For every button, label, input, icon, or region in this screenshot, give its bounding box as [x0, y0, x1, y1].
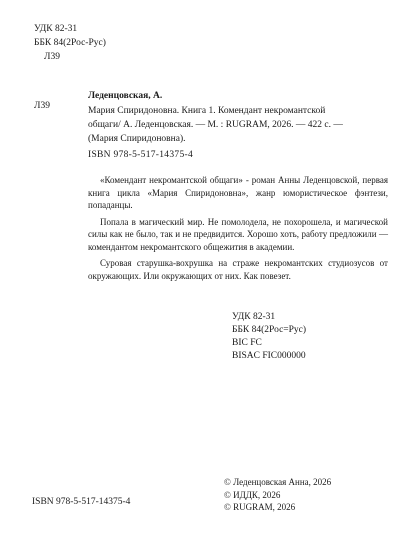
copyright-block [224, 476, 331, 514]
annotation-paragraph: Попала в магический мир. Не помолодела, не похорошела, и магической силы как не было, так и не предвидится. Хорошо хоть, работу предложили — комендантом некромантского общежития в академии. [88, 216, 388, 252]
copyright-imprint: © RUGRAM, 2026 [224, 502, 296, 512]
isbn-bottom: ISBN 978-5-517-14375-4 [32, 497, 131, 507]
author-mark: Л39 [44, 52, 60, 62]
catalog-author-mark: Л39 [34, 101, 50, 111]
description-line: Мария Спиридоновна. Книга 1. Комендант некромантской [88, 106, 326, 116]
description-line: (Мария Спиридоновна). [88, 134, 186, 144]
udk-code: УДК 82-31 [34, 24, 78, 34]
bottom-classification-codes [232, 311, 306, 363]
copyright-publisher: © ИДДК, 2026 [224, 489, 281, 500]
author-heading: Леденцовская, А. [88, 91, 163, 101]
isbn-catalog: ISBN 978-5-517-14375-4 [88, 150, 194, 160]
bbk-code: ББК 84(2Рос-Рус) [34, 38, 106, 48]
copyright-author: © Леденцовская Анна, 2026 [224, 477, 332, 487]
description-line: общаги/ А. Леденцовская. — М. : RUGRAM, 2026. — 422 с. — [88, 120, 343, 130]
bic-code: BIC FC [232, 338, 262, 348]
annotation-paragraph: «Комендант некромантской общаги» - роман Анны Леденцовской, первая книга цикла «Мария Спиридоновна», жанр юмористическое фэнтези, попаданцы. [88, 175, 388, 210]
annotation-paragraph: Суровая старушка-вохрушка на страже некромантских студиозусов от окружающих. Или окружающих от них. Как повезет. [88, 258, 388, 281]
udk-code-bottom: УДК 82-31 [232, 312, 276, 322]
bisac-code: BISAC FIC000000 [232, 351, 306, 361]
bibliographic-description [88, 104, 388, 146]
bbk-code-bottom: ББК 84(2Рос=Рус) [232, 325, 307, 335]
annotation [88, 174, 388, 286]
top-classification-codes [34, 22, 106, 64]
